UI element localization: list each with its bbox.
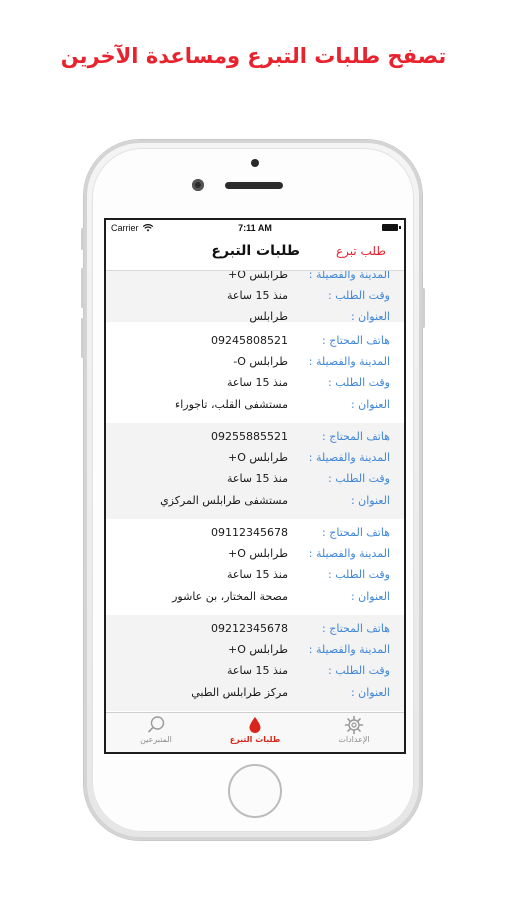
request-time-label: وقت الطلب : bbox=[328, 289, 390, 302]
phone-label: هاتف المحتاج : bbox=[322, 526, 390, 539]
tab-settings[interactable] bbox=[314, 715, 394, 751]
search-icon bbox=[146, 715, 166, 735]
request-card[interactable] bbox=[106, 423, 404, 519]
carrier-label: Carrier bbox=[111, 223, 139, 233]
address-label: العنوان : bbox=[350, 686, 390, 699]
city-blood-label: المدينة والفصيلة : bbox=[308, 355, 390, 368]
city-blood-value: طرابلس O- bbox=[233, 355, 288, 368]
phone-label: هاتف المحتاج : bbox=[322, 430, 390, 443]
navigation-bar bbox=[106, 236, 404, 271]
phone-volume-up bbox=[81, 268, 84, 308]
request-time-label: وقت الطلب : bbox=[328, 664, 390, 677]
city-blood-label: المدينة والفصيلة : bbox=[308, 547, 390, 560]
phone-volume-down bbox=[81, 318, 84, 358]
city-blood-value: طرابلس O+ bbox=[228, 643, 288, 656]
address-label: العنوان : bbox=[350, 494, 390, 507]
address-value: مركز طرابلس الطبي bbox=[191, 686, 288, 699]
tab-label: المتبرعين bbox=[140, 735, 172, 744]
request-card[interactable] bbox=[106, 519, 404, 615]
gear-icon bbox=[344, 715, 364, 735]
address-value: مستشفى القلب، تاجوراء bbox=[175, 398, 288, 411]
page-title: طلبات التبرع bbox=[211, 243, 300, 259]
request-time-value: منذ 15 ساعة bbox=[226, 568, 288, 581]
status-bar bbox=[106, 220, 404, 236]
request-time-label: وقت الطلب : bbox=[328, 472, 390, 485]
request-time-label: وقت الطلب : bbox=[328, 376, 390, 389]
phone-value: 09245808521 bbox=[211, 334, 288, 347]
city-blood-label: المدينة والفصيلة : bbox=[308, 451, 390, 464]
city-blood-value: طرابلس O+ bbox=[228, 451, 288, 464]
phone-value: 09255885521 bbox=[211, 430, 288, 443]
address-value: طرابلس bbox=[249, 310, 288, 323]
request-time-value: منذ 15 ساعة bbox=[226, 664, 288, 677]
front-camera bbox=[192, 179, 204, 191]
proximity-sensor bbox=[251, 159, 259, 167]
phone-label: هاتف المحتاج : bbox=[322, 334, 390, 347]
earpiece-speaker bbox=[225, 182, 283, 189]
request-card[interactable] bbox=[106, 271, 404, 322]
status-time: 7:11 AM bbox=[238, 223, 272, 233]
city-blood-value: طرابلس O+ bbox=[228, 547, 288, 560]
tab-bar bbox=[106, 712, 404, 752]
request-card[interactable] bbox=[106, 327, 404, 423]
request-card[interactable] bbox=[106, 615, 404, 711]
request-time-value: منذ 15 ساعة bbox=[226, 376, 288, 389]
address-value: مستشفى طرابلس المركزي bbox=[160, 494, 288, 507]
phone-value: 09112345678 bbox=[211, 526, 288, 539]
address-label: العنوان : bbox=[350, 590, 390, 603]
promo-headline: تصفح طلبات التبرع ومساعدة الآخرين bbox=[60, 44, 447, 68]
blood-drop-icon bbox=[245, 715, 265, 735]
phone-side-button bbox=[81, 228, 84, 250]
address-value: مصحة المختار، بن عاشور bbox=[172, 590, 288, 603]
phone-value: 09212345678 bbox=[211, 622, 288, 635]
request-time-value: منذ 15 ساعة bbox=[226, 289, 288, 302]
request-time-value: منذ 15 ساعة bbox=[226, 472, 288, 485]
city-blood-label: المدينة والفصيلة : bbox=[308, 643, 390, 656]
tab-label: طلبات التبرع bbox=[229, 735, 281, 744]
app-screen bbox=[104, 218, 406, 754]
tab-donors[interactable] bbox=[116, 715, 196, 751]
phone-power-button bbox=[422, 288, 425, 328]
address-label: العنوان : bbox=[350, 398, 390, 411]
requests-list[interactable] bbox=[106, 271, 404, 711]
tab-label: الإعدادات bbox=[338, 735, 370, 744]
address-label: العنوان : bbox=[350, 310, 390, 323]
request-time-label: وقت الطلب : bbox=[328, 568, 390, 581]
battery-icon bbox=[382, 224, 398, 231]
tab-donation-requests[interactable] bbox=[215, 715, 295, 751]
request-donation-button[interactable]: طلب تبرع bbox=[336, 244, 386, 258]
phone-label: هاتف المحتاج : bbox=[322, 622, 390, 635]
city-blood-label: المدينة والفصيلة : bbox=[308, 271, 390, 281]
city-blood-value: طرابلس O+ bbox=[228, 271, 288, 281]
phone-frame bbox=[84, 140, 422, 840]
home-button[interactable] bbox=[228, 764, 282, 818]
